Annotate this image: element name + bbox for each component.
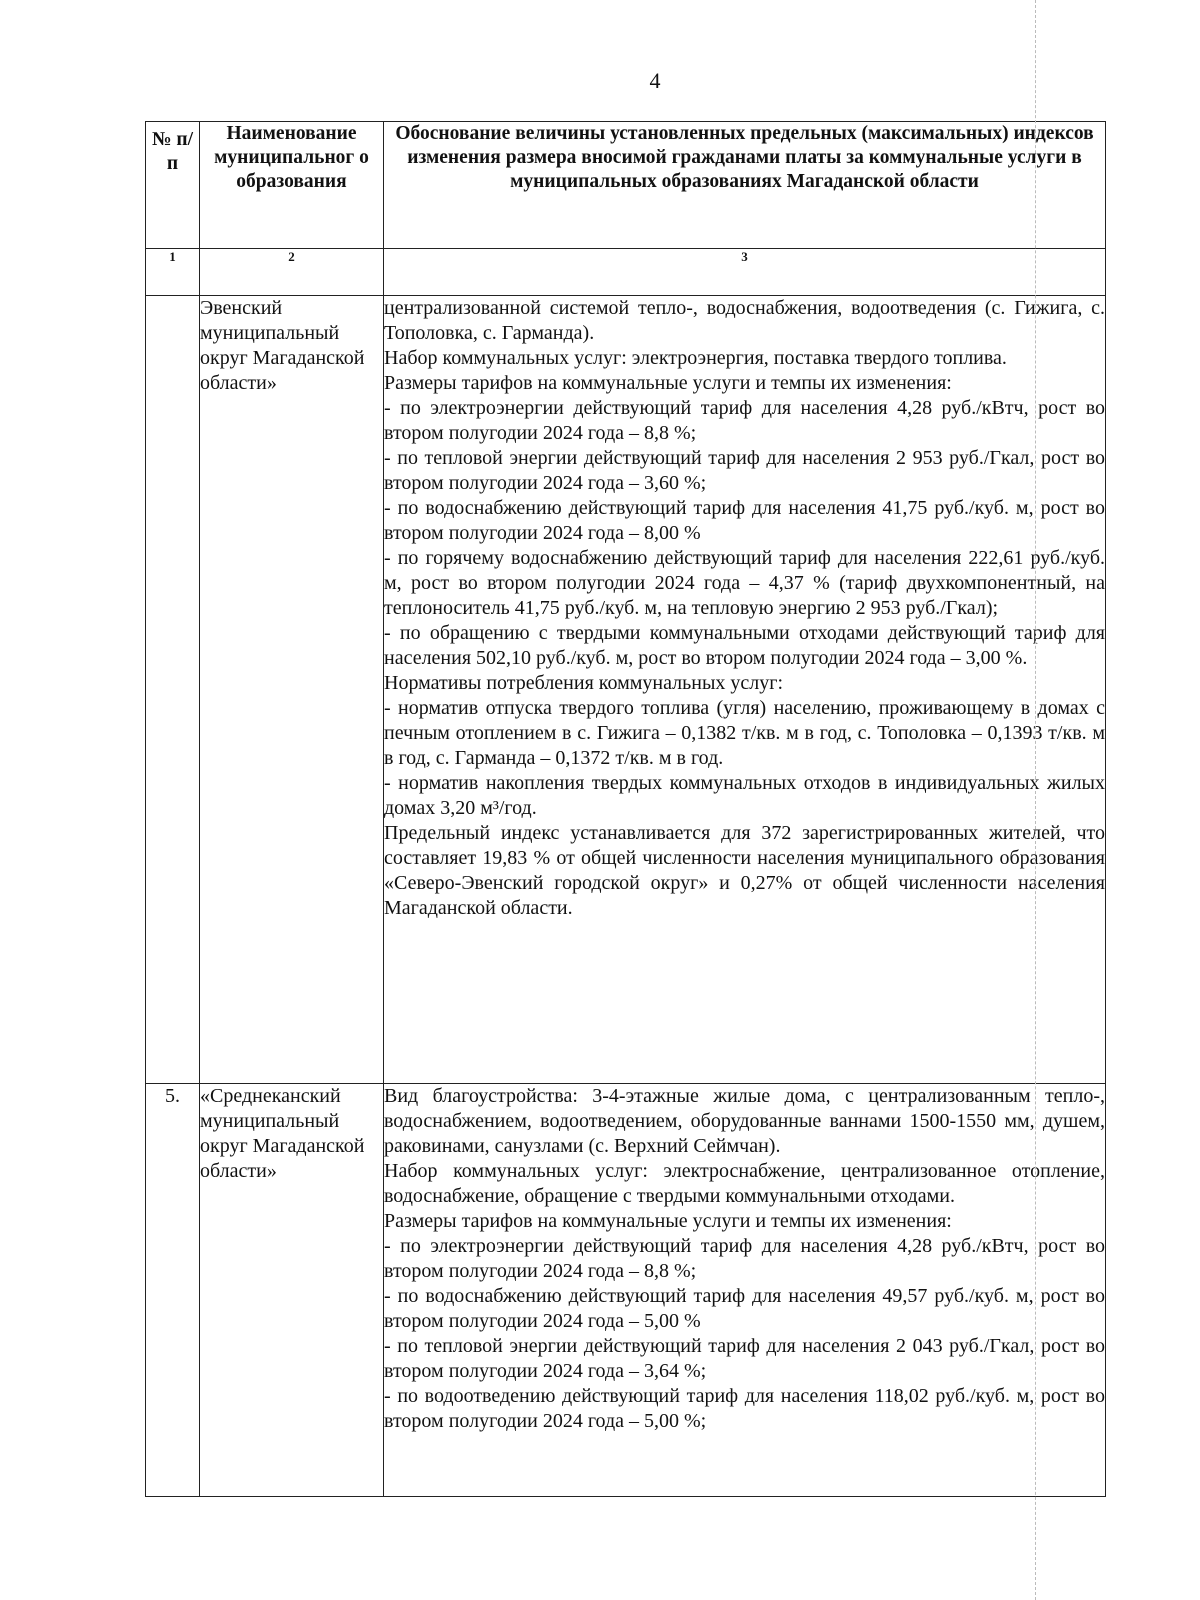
justification-text: [384, 1084, 1106, 1497]
scan-fold-line: [1035, 0, 1036, 1600]
paragraph: - по водоснабжению действующий тариф для населения 41,75 руб./куб. м, рост во втором полугодии 2024 года – 8,00 %: [384, 497, 1105, 544]
paragraph: Размеры тарифов на коммунальные услуги и темпы их изменения:: [384, 372, 952, 394]
paragraph: - по водоотведению действующий тариф для населения 118,02 руб./куб. м, рост во втором полугодии 2024 года – 5,00 %;: [384, 1385, 1105, 1432]
header-row: [146, 122, 1106, 249]
paragraph: - по тепловой энергии действующий тариф для населения 2 043 руб./Гкал, рост во втором полугодии 2024 года – 3,64 %;: [384, 1335, 1105, 1382]
paragraph: Размеры тарифов на коммунальные услуги и темпы их изменения:: [384, 1210, 952, 1232]
paragraph: - по горячему водоснабжению действующий тариф для населения 222,61 руб./куб. м, рост во втором полугодии 2024 года – 4,37 % (тариф двухкомпонентный, на теплоноситель 41,75 руб./куб. м, на тепловую энергию 2 953 руб./Гкал);: [384, 547, 1105, 619]
header-municipality: Наименование муниципальног о образования: [200, 122, 384, 249]
header-number: № п/п: [146, 122, 200, 249]
tariff-table: [145, 121, 1106, 1497]
column-number: 3: [384, 249, 1106, 296]
paragraph: Предельный индекс устанавливается для 372 зарегистрированных жителей, что составляет 19,83 % от общей численности населения муниципального образования «Северо-Эвенский городской округ» и 0,27% от общей численности населения Магаданской области.: [384, 822, 1105, 919]
municipality-name: Эвенский муниципальный округ Магаданской области»: [200, 296, 384, 1084]
column-number: 2: [200, 249, 384, 296]
page-number: 4: [649, 68, 661, 93]
paragraph: - норматив отпуска твердого топлива (угля) населению, проживающему в домах с печным отоплением в с. Гижига – 0,1382 т/кв. м в год, с. Тополовка – 0,1393 т/кв. м в год, с. Гарманда – 0,1372 т/кв. м в год.: [384, 697, 1105, 769]
paragraph: - по водоснабжению действующий тариф для населения 49,57 руб./куб. м, рост во втором полугодии 2024 года – 5,00 %: [384, 1285, 1105, 1332]
paragraph: Набор коммунальных услуг: электроснабжение, централизованное отопление, водоснабжение, обращение с твердыми коммунальными отходами.: [384, 1160, 1105, 1207]
row-number: [146, 296, 200, 1084]
paragraph: - по электроэнергии действующий тариф для населения 4,28 руб./кВтч, рост во втором полугодии 2024 года – 8,8 %;: [384, 1235, 1105, 1282]
row-number: 5.: [146, 1084, 200, 1497]
paragraph: - по электроэнергии действующий тариф для населения 4,28 руб./кВтч, рост во втором полугодии 2024 года – 8,8 %;: [384, 397, 1105, 444]
paragraph: централизованной системой тепло-, водоснабжения, водоотведения (с. Гижига, с. Тополовка, с. Гарманда).: [384, 297, 1105, 344]
paragraph: Вид благоустройства: 3-4-этажные жилые дома, с централизованным тепло-, водоснабжением, водоотведением, оборудованные ваннами 1500-1550 мм, душем, раковинами, санузлами (с. Верхний Сеймчан).: [384, 1085, 1105, 1157]
table-row: [146, 1084, 1106, 1497]
paragraph: Набор коммунальных услуг: электроэнергия, поставка твердого топлива.: [384, 347, 1007, 369]
paragraph: - норматив накопления твердых коммунальных отходов в индивидуальных жилых домах 3,20 м³/год.: [384, 772, 1105, 819]
header-justification: Обоснование величины установленных предельных (максимальных) индексов изменения размера вносимой гражданами платы за коммунальные услуги в муниципальных образованиях Магаданской области: [384, 122, 1106, 249]
table-row: [146, 296, 1106, 1084]
paragraph: - по тепловой энергии действующий тариф для населения 2 953 руб./Гкал, рост во втором полугодии 2024 года – 3,60 %;: [384, 447, 1105, 494]
municipality-name: «Среднеканский муниципальный округ Магаданской области»: [200, 1084, 384, 1497]
column-number: 1: [146, 249, 200, 296]
column-number-row: [146, 249, 1106, 296]
paragraph: Нормативы потребления коммунальных услуг:: [384, 672, 784, 694]
justification-text: [384, 296, 1106, 1084]
paragraph: - по обращению с твердыми коммунальными отходами действующий тариф для населения 502,10 руб./куб. м, рост во втором полугодии 2024 года – 3,00 %.: [384, 622, 1105, 669]
